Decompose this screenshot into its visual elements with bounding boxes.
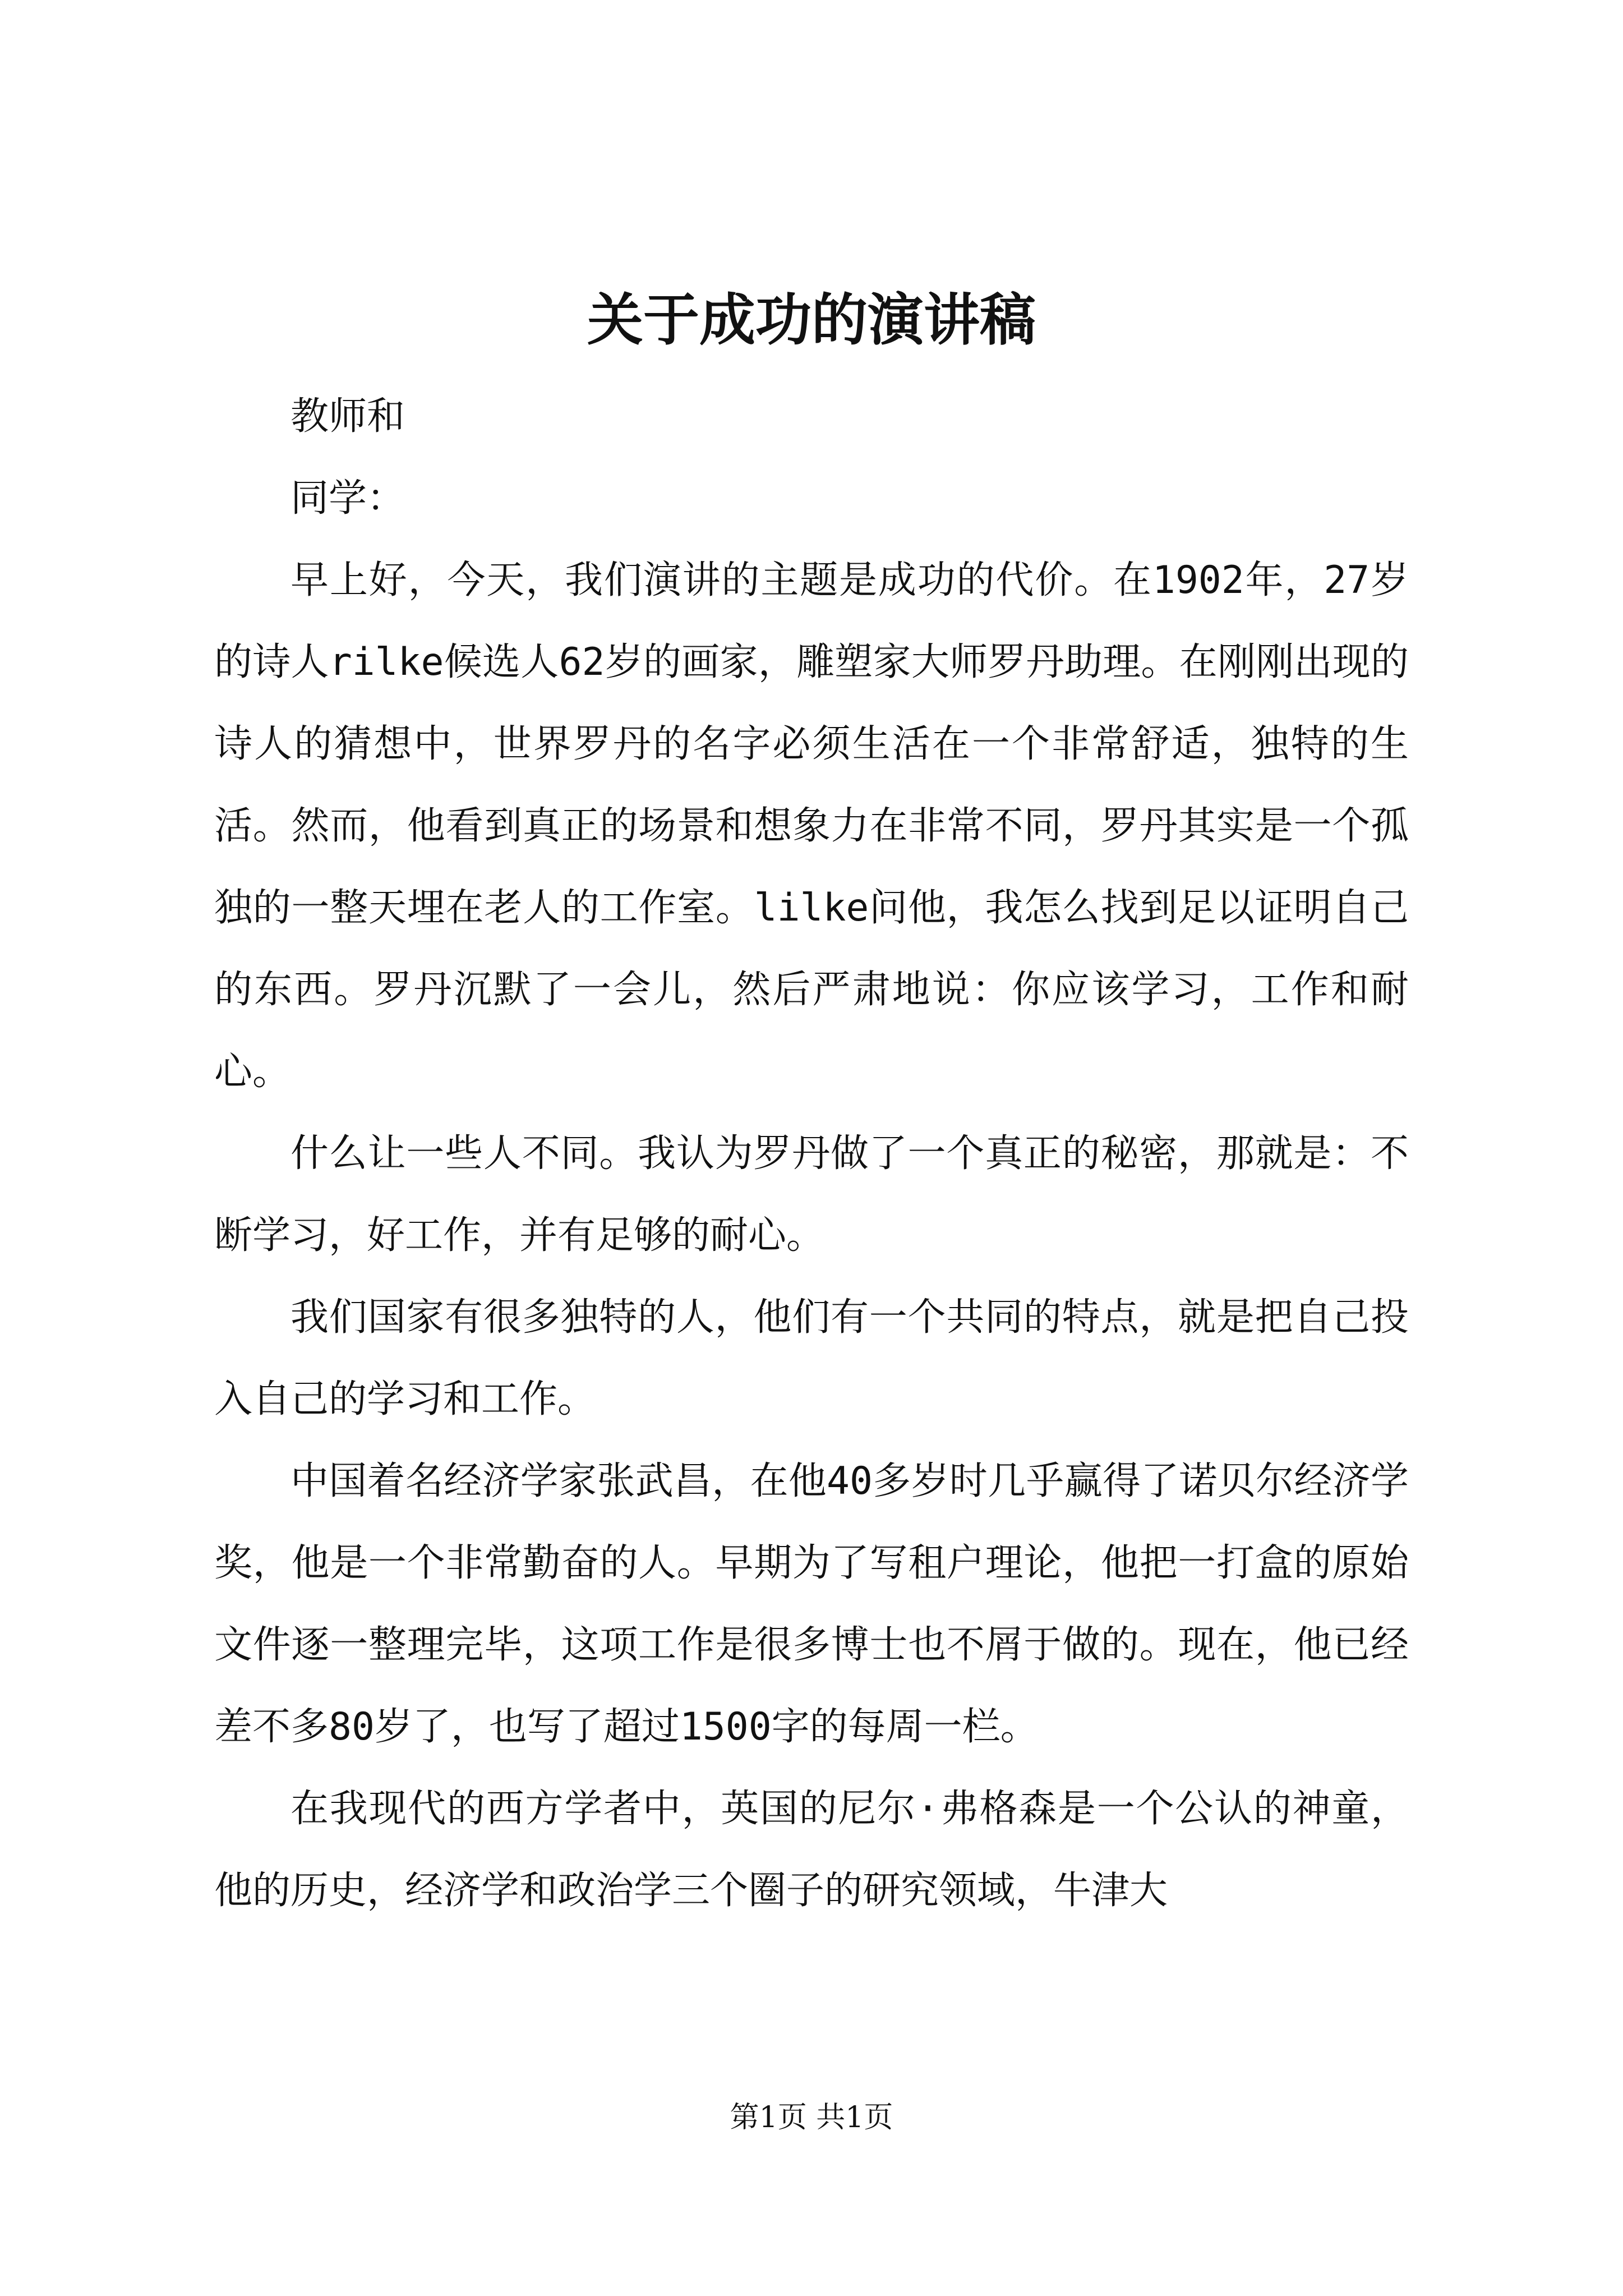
paragraph: 什么让一些人不同。我认为罗丹做了一个真正的秘密，那就是：不断学习，好工作，并有足够的耐心。 xyxy=(214,1131,1409,1258)
paragraph-salutation-2: 同学： xyxy=(291,476,405,521)
document-body xyxy=(214,376,1409,1932)
paragraph: 在我现代的西方学者中，英国的尼尔·弗格森是一个公认的神童，他的历史，经济学和政治学三个圈子的研究领域，牛津大 xyxy=(214,1787,1409,1913)
paragraph-salutation-1: 教师和 xyxy=(291,394,405,439)
page-number-footer: 第1页 共1页 xyxy=(730,2101,893,2134)
document-title: 关于成功的演讲稿 xyxy=(587,287,1036,353)
paragraph: 早上好，今天，我们演讲的主题是成功的代价。在1902年，27岁的诗人rilke候选人62岁的画家，雕塑家大师罗丹助理。在刚刚出现的诗人的猜想中，世界罗丹的名字必须生活在一个非常舒适，独特的生活。然而，他看到真正的场景和想象力在非常不同，罗丹其实是一个孤独的一整天埋在老人的工作室。lilke问他，我怎么找到足以证明自己的东西。罗丹沉默了一会儿，然后严肃地说：你应该学习，工作和耐心。 xyxy=(214,558,1409,1094)
paragraph: 我们国家有很多独特的人，他们有一个共同的特点，就是把自己投入自己的学习和工作。 xyxy=(214,1295,1409,1421)
paragraph: 中国着名经济学家张武昌，在他40多岁时几乎赢得了诺贝尔经济学奖，他是一个非常勤奋的人。早期为了写租户理论，他把一打盒的原始文件逐一整理完毕，这项工作是很多博士也不屑于做的。现在，他已经差不多80岁了，也写了超过1500字的每周一栏。 xyxy=(214,1459,1409,1749)
